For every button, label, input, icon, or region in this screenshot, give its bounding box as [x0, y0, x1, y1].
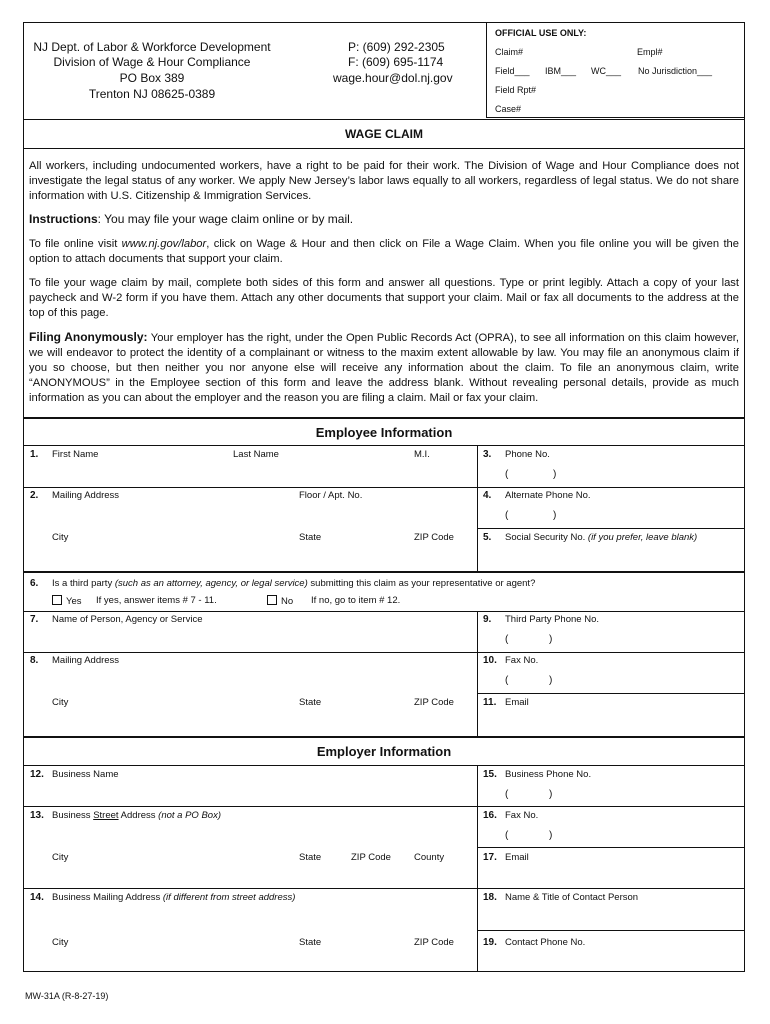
claim-number-field[interactable]: Claim#	[495, 47, 524, 57]
alt-phone-area-close: )	[553, 510, 557, 521]
first-name-field[interactable]: First Name	[52, 449, 99, 460]
item-18-number: 18.	[483, 892, 497, 903]
phone-area-open: (	[505, 469, 509, 480]
agent-city-field[interactable]: City	[52, 697, 69, 708]
agent-fax-field[interactable]: Fax No.	[505, 655, 539, 666]
business-phone-area-close: )	[549, 789, 553, 800]
state-field[interactable]: State	[299, 532, 322, 543]
employer-section-title: Employer Information	[316, 744, 452, 759]
contact-person-field[interactable]: Name & Title of Contact Person	[505, 892, 639, 903]
agent-state-field[interactable]: State	[299, 697, 322, 708]
form-title: WAGE CLAIM	[345, 127, 423, 141]
yes-checkbox[interactable]	[52, 595, 62, 605]
third-party-question	[52, 578, 535, 589]
item-13-number: 13.	[30, 810, 44, 821]
q6-text-a: Is a third party	[52, 578, 115, 589]
item-14-number: 14.	[30, 892, 44, 903]
business-fax-field[interactable]: Fax No.	[505, 810, 539, 821]
official-use-title: OFFICIAL USE ONLY:	[495, 28, 587, 38]
agency-city: Trenton NJ 08625-0389	[88, 87, 216, 101]
item-12-number: 12.	[30, 769, 44, 780]
item-6-number: 6.	[30, 578, 39, 589]
ssn-field[interactable]	[505, 532, 697, 543]
mailing-address-field[interactable]: Mailing Address	[52, 490, 120, 501]
ibm-field[interactable]: IBM___	[545, 66, 577, 76]
item-11-number: 11.	[483, 697, 497, 708]
street-text-a: Business	[52, 810, 94, 821]
intro-paragraph: All workers, including undocumented workers, have a right to be paid for their work. The Division of Wage and Hour Compliance does not investigate the legal status of any worker. We apply New Jersey’s labor laws equally to all workers, regardless of legal status. We do not share information with U.S. Citizenship & Immigration Services.	[29, 160, 739, 202]
fax-area-open: (	[505, 675, 509, 686]
ssn-label: Social Security No.	[505, 532, 586, 543]
tp-phone-area-close: )	[549, 634, 553, 645]
wc-field[interactable]: WC___	[591, 66, 622, 76]
agency-po-box: PO Box 389	[119, 71, 185, 85]
street-text-underlined: Street	[93, 810, 119, 821]
instructions-text: : You may file your wage claim online or by mail.	[97, 212, 354, 226]
agent-mailing-address-field[interactable]: Mailing Address	[52, 655, 120, 666]
case-number-field[interactable]: Case#	[495, 104, 522, 114]
field-field[interactable]: Field___	[495, 66, 530, 76]
item-1-number: 1.	[30, 449, 39, 460]
item-9-number: 9.	[483, 614, 492, 625]
item-5-number: 5.	[483, 532, 492, 543]
field-rpt-field[interactable]: Field Rpt#	[495, 85, 537, 95]
agency-name: NJ Dept. of Labor & Workforce Development	[33, 40, 271, 54]
no-jurisdiction-field[interactable]: No Jurisdiction___	[638, 66, 713, 76]
contact-phone-field[interactable]: Contact Phone No.	[505, 937, 586, 948]
alt-phone-area-open: (	[505, 510, 509, 521]
third-party-yes-option[interactable]	[52, 595, 82, 607]
agent-zip-field[interactable]: ZIP Code	[414, 697, 454, 708]
item-17-number: 17.	[483, 852, 497, 863]
agency-phone: P: (609) 292-2305	[348, 40, 445, 54]
anonymous-paragraph	[29, 330, 739, 406]
online-paragraph	[29, 237, 739, 267]
business-mailing-address-field[interactable]	[52, 892, 295, 903]
city-field[interactable]: City	[52, 532, 69, 543]
street-note: (not a PO Box)	[158, 810, 221, 821]
floor-apt-field[interactable]: Floor / Apt. No.	[299, 490, 363, 501]
mail-paragraph: To file your wage claim by mail, complete both sides of this form and answer all questions. Type or print legibly. Attach a copy of your last paycheck and W-2 form if you have them. Attach any other documents that support your claim. Mail or fax all documents to the address at the top of this page.	[29, 277, 739, 319]
middle-initial-field[interactable]: M.I.	[414, 449, 430, 460]
employee-section-title: Employee Information	[315, 425, 453, 440]
business-city-field[interactable]: City	[52, 852, 69, 863]
instructions-label: Instructions	[29, 212, 98, 226]
business-mailing-zip-field[interactable]: ZIP Code	[414, 937, 454, 948]
business-name-field[interactable]: Business Name	[52, 769, 119, 780]
yes-note: If yes, answer items # 7 - 11.	[96, 595, 217, 606]
online-text-a: To file online visit	[29, 238, 122, 250]
agency-fax: F: (609) 695-1174	[348, 55, 444, 69]
fax-area-close: )	[549, 675, 553, 686]
business-zip-field[interactable]: ZIP Code	[351, 852, 391, 863]
yes-label: Yes	[66, 596, 82, 607]
online-link[interactable]: www.nj.gov/labor	[121, 238, 207, 250]
business-email-field[interactable]: Email	[505, 852, 529, 863]
empl-number-field[interactable]: Empl#	[637, 47, 663, 57]
third-party-phone-field[interactable]: Third Party Phone No.	[505, 614, 599, 625]
business-county-field[interactable]: County	[414, 852, 445, 863]
item-3-number: 3.	[483, 449, 492, 460]
agency-division: Division of Wage & Hour Compliance	[53, 55, 251, 69]
business-phone-field[interactable]: Business Phone No.	[505, 769, 592, 780]
online-text-b: , click on Wage & Hour and then click on File a Wage Claim. When you file online you will be given the option to attach documents that support your claim.	[29, 238, 739, 265]
item-7-number: 7.	[30, 614, 39, 625]
zip-field[interactable]: ZIP Code	[414, 532, 454, 543]
q6-note: (such as an attorney, agency, or legal service)	[114, 578, 308, 589]
business-mailing-note: (if different from street address)	[162, 892, 296, 903]
no-note: If no, go to item # 12.	[311, 595, 401, 606]
business-state-field[interactable]: State	[299, 852, 322, 863]
tp-phone-area-open: (	[505, 634, 509, 645]
agency-email: wage.hour@dol.nj.gov	[333, 71, 453, 85]
last-name-field[interactable]: Last Name	[233, 449, 279, 460]
phone-area-close: )	[553, 469, 557, 480]
business-phone-area-open: (	[505, 789, 509, 800]
item-2-number: 2.	[30, 490, 39, 501]
alternate-phone-field[interactable]: Alternate Phone No.	[505, 490, 591, 501]
instructions-paragraph	[29, 212, 739, 227]
item-19-number: 19.	[483, 937, 497, 948]
agent-email-field[interactable]: Email	[505, 697, 529, 708]
street-text-b: Address	[118, 810, 159, 821]
business-fax-area-open: (	[505, 830, 509, 841]
item-10-number: 10.	[483, 655, 497, 666]
business-mailing-city-field[interactable]: City	[52, 937, 69, 948]
form-number: MW-31A (R-8-27-19)	[25, 991, 109, 1001]
agent-name-field[interactable]: Name of Person, Agency or Service	[52, 614, 203, 625]
no-checkbox[interactable]	[267, 595, 277, 605]
business-mailing-state-field[interactable]: State	[299, 937, 322, 948]
item-8-number: 8.	[30, 655, 39, 666]
third-party-no-option[interactable]	[267, 595, 293, 607]
anonymous-text: Your employer has the right, under the Open Public Records Act (OPRA), to see all information on this claim however, we will endeavor to protect the identity of a complainant or witness to the maxim extent allowable by law. You may file an anonymous claim if you so choose, but then neither you nor anyone else will receive any information about the claim. To file an anonymous claim, write “ANONYMOUS” in the Employee section of this form and leave the address blank. Without revealing personal details, provide as much information as you can about the employer and the reason you are filing a claim. Mail or fax your claim.	[29, 332, 740, 404]
business-street-address-field[interactable]	[52, 810, 221, 821]
q6-text-b: submitting this claim as your representative or agent?	[307, 578, 536, 589]
phone-field[interactable]: Phone No.	[505, 449, 550, 460]
ssn-note: (if you prefer, leave blank)	[587, 532, 698, 543]
no-label: No	[281, 596, 294, 607]
anonymous-label: Filing Anonymously:	[29, 330, 148, 344]
item-16-number: 16.	[483, 810, 497, 821]
business-mailing-label: Business Mailing Address	[52, 892, 163, 903]
business-fax-area-close: )	[549, 830, 553, 841]
item-15-number: 15.	[483, 769, 497, 780]
item-4-number: 4.	[483, 490, 492, 501]
